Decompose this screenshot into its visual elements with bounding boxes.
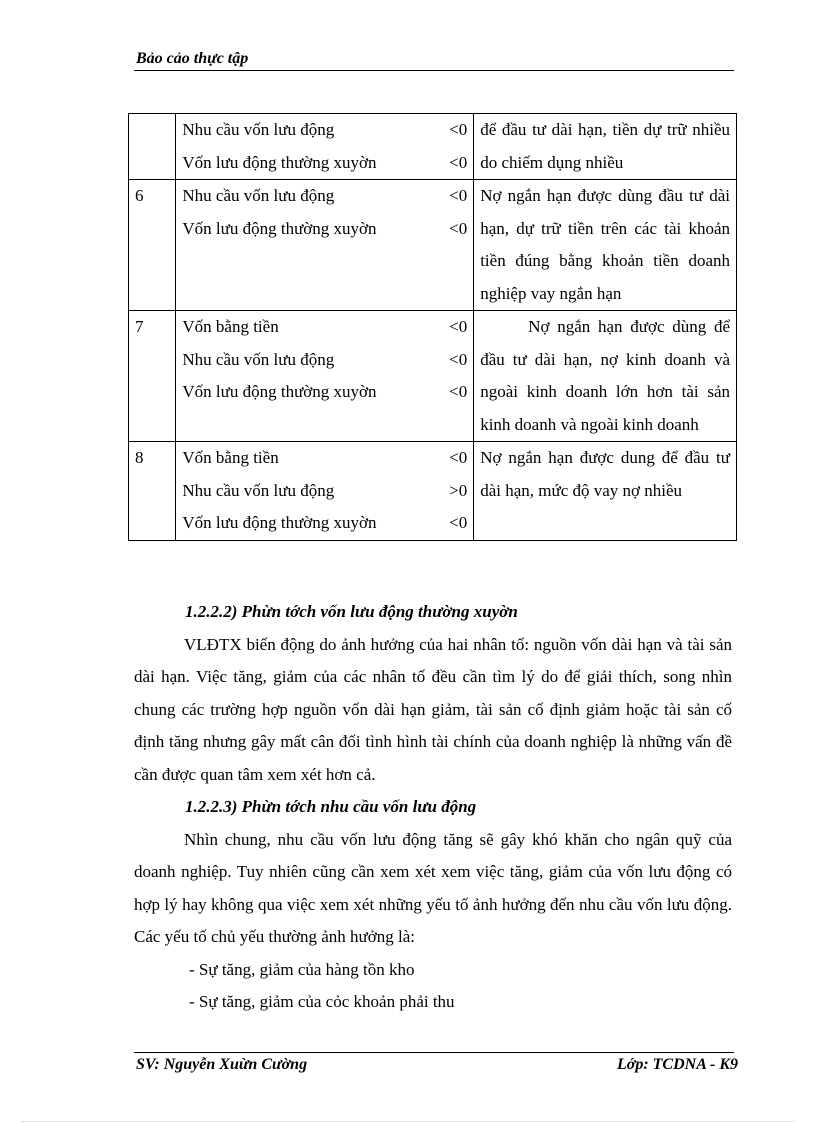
financial-conditions-table: [128, 113, 737, 541]
condition-label: Vốn lưu động thường xuyờn: [182, 218, 377, 238]
conditions-cell: [176, 114, 474, 180]
condition-line: [182, 442, 467, 475]
condition-value: <0: [449, 349, 468, 369]
condition-label: Nhu cầu vốn lưu động: [182, 186, 335, 205]
condition-value: <0: [449, 152, 468, 172]
student-name: SV: Nguyễn Xuừn Cường: [136, 1056, 308, 1073]
paragraph: Nhìn chung, nhu cầu vốn lưu động tăng sẽ gây khó khăn cho ngân quỹ của doanh nghiệp. Tuy nhiên cũng cần xem xét xem việc tăng, giảm của vốn lưu động có hợp lý hay không qua việc xem xét những yếu tố ảnh hưởng đến nhu cầu vốn lưu động. Các yếu tố chủ yếu thường ảnh hưởng là:: [134, 829, 732, 946]
table-row: [129, 180, 737, 311]
table-row: [129, 311, 737, 442]
description-cell: Nợ ngắn hạn được dùng đầu tư dài hạn, dự trữ tiền trên các tài khoản tiền đúng bằng khoản tiền doanh nghiệp vay ngắn hạn: [474, 180, 737, 311]
condition-label: Vốn lưu động thường xuyờn: [182, 513, 377, 532]
condition-label: Nhu cầu vốn lưu động: [182, 480, 335, 500]
row-number: 6: [129, 180, 176, 311]
condition-value: <0: [449, 382, 468, 401]
condition-label: Nhu cầu vốn lưu động: [182, 120, 335, 139]
condition-value: <0: [449, 218, 468, 238]
conditions-cell: [176, 442, 474, 541]
condition-label: Nhu cầu vốn lưu động: [182, 349, 335, 369]
conditions-cell: [176, 311, 474, 442]
header-divider: [134, 70, 734, 71]
condition-value: >0: [449, 480, 468, 500]
description-cell: để đầu tư dài hạn, tiền dự trữ nhiều do chiếm dụng nhiều: [474, 114, 737, 180]
bullet-item: - Sự tăng, giảm của hàng tồn kho: [189, 959, 415, 979]
condition-line: [182, 114, 467, 147]
condition-line: [182, 311, 467, 344]
condition-line: [182, 213, 467, 246]
page-bottom-edge: [22, 1121, 794, 1122]
condition-line: [182, 475, 467, 508]
row-number: 8: [129, 442, 176, 541]
condition-value: <0: [449, 317, 468, 336]
condition-value: <0: [449, 186, 468, 205]
condition-line: [182, 507, 467, 540]
row-number: [129, 114, 176, 180]
footer-divider: [134, 1052, 734, 1053]
conditions-cell: [176, 180, 474, 311]
condition-label: Vốn bằng tiền: [182, 317, 279, 336]
description-cell: Nợ ngắn hạn được dùng để đầu tư dài hạn, nợ kinh doanh và ngoài kinh doanh lớn hơn tài sản kinh doanh và ngoài kinh doanh: [474, 311, 737, 442]
section-heading: 1.2.2.3) Phừn tớch nhu cầu vốn lưu động: [185, 797, 477, 816]
row-number: 7: [129, 311, 176, 442]
condition-label: Vốn lưu động thường xuyờn: [182, 152, 377, 172]
report-header-title: Bảo cảo thực tập: [136, 50, 249, 67]
table-row: [129, 442, 737, 541]
condition-line: [182, 180, 467, 213]
condition-line: [182, 376, 467, 409]
condition-value: <0: [449, 513, 468, 532]
body-text: [134, 596, 732, 1019]
condition-value: <0: [449, 120, 468, 139]
condition-label: Vốn bằng tiền: [182, 448, 279, 467]
bullet-item: - Sự tăng, giảm của cỏc khoản phải thu: [189, 992, 455, 1011]
description-cell: Nợ ngắn hạn được dung để đầu tư dài hạn, mức độ vay nợ nhiều: [474, 442, 737, 541]
paragraph: VLĐTX biến động do ảnh hưởng của hai nhân tố: nguồn vốn dài hạn và tài sản dài hạn. Việc tăng, giảm của các nhân tố đều cần tìm lý do để giải thích, song nhìn chung các trường hợp nguồn vốn dài hạn giảm, tài sản cố định giảm hoặc tài sản cố định tăng nhưng gây mất cân đối tình hình tài chính của doanh nghiệp là những vấn đề cần được quan tâm xem xét hơn cả.: [134, 634, 732, 784]
section-heading: 1.2.2.2) Phừn tớch vốn lưu động thường xuyờn: [185, 602, 518, 621]
condition-line: [182, 147, 467, 180]
class-label: Lớp: TCDNA - K9: [616, 1056, 738, 1073]
condition-line: [182, 344, 467, 377]
table-row: [129, 114, 737, 180]
condition-value: <0: [449, 448, 468, 467]
condition-label: Vốn lưu động thường xuyờn: [182, 382, 377, 401]
